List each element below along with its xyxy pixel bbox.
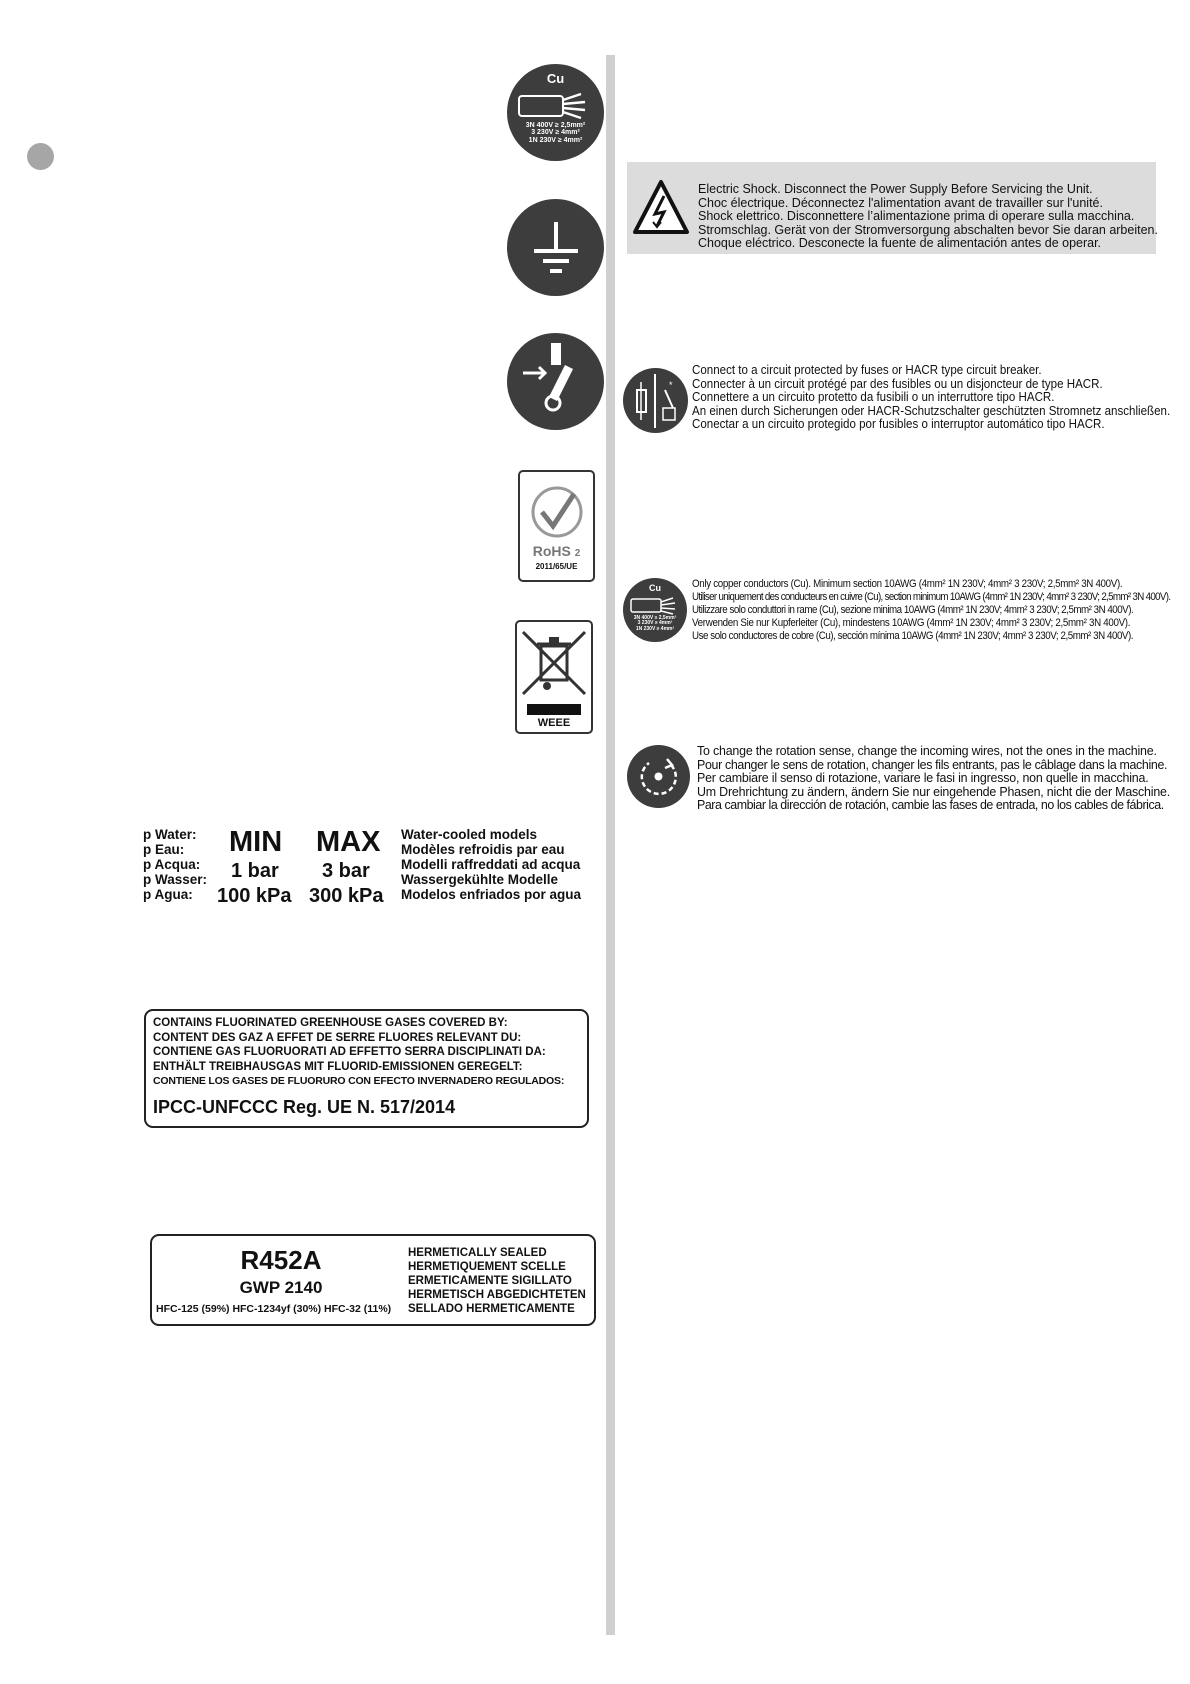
max-bar-value: 3 bar xyxy=(322,860,370,882)
column-divider xyxy=(606,55,615,1635)
fuse-symbol xyxy=(623,368,688,433)
hacr-text: Connect to a circuit protected by fuses or HACR type circuit breaker. Connecter à un circuit protégé par des fusibles ou un disjoncteur de type HACR. Connettere a un circuito protetto da fusibili o un interruttore tipo HACR. An einen durch Sicherungen oder HACR-Schutzschalter geschützten Stromnetz anschließen. Conectar a un circuito protegido por fusibles o interruptor automático tipo HACR. xyxy=(692,363,1171,431)
rohs-version: 2 xyxy=(574,548,581,559)
refrigerant-gwp: GWP 2140 xyxy=(239,1278,323,1297)
section-bullet xyxy=(27,143,54,170)
small-cable-drawing xyxy=(623,578,687,642)
switch-symbol xyxy=(507,333,604,430)
small-cable-spec-lines: 3N 400V ≥ 2,5mm² 3 230V ≥ 4mm² 1N 230V ≥ 4mm² xyxy=(633,615,677,632)
rohs-badge xyxy=(518,470,595,582)
rohs-directive: 2011/65/UE xyxy=(535,562,578,571)
fuse-breaker-icon xyxy=(623,368,688,433)
rohs-check-icon xyxy=(520,480,593,542)
rotation-icon xyxy=(627,745,690,808)
hermetically-sealed-text: HERMETICALLY SEALED HERMETIQUEMENT SCELLE ERMETICAMENTE SIGILLATO HERMETISCH ABGEDICHTETEN SELLADO HERMETICAMENTE xyxy=(408,1247,586,1315)
fluorinated-gas-label xyxy=(144,1009,589,1128)
min-kpa-value: 100 kPa xyxy=(217,885,292,907)
fgas-text: CONTAINS FLUORINATED GREENHOUSE GASES COVERED BY: CONTENT DES GAZ A EFFET DE SERRE FLUORES RELEVANT DU: CONTIENE GAS FLUORUORATI AD EFFETTO SERRA DISCIPLINATI DA: ENTHÄLT TREIBHAUSGAS MIT FLUORID-EMISSIONEN GEREGELT: CONTIENE LOS GASES DE FLUORURO CON EFECTO INVERNADERO REGULADOS: xyxy=(153,1017,565,1087)
copper-cable-small-icon xyxy=(623,578,687,642)
ground-symbol xyxy=(526,218,586,278)
earth-ground-icon xyxy=(507,199,604,296)
weee-bar xyxy=(527,704,581,715)
min-heading: MIN xyxy=(229,826,283,858)
fgas-regulation: IPCC-UNFCCC Reg. UE N. 517/2014 xyxy=(153,1097,456,1117)
water-cooled-models-text: Water-cooled models Modèles refroidis par eau Modelli raffreddati ad acqua Wassergekühlte Modelle Modelos enfriados por agua xyxy=(401,827,582,902)
min-bar-value: 1 bar xyxy=(231,860,279,882)
rotation-arrow-symbol xyxy=(627,745,690,808)
cable-metal-label: Cu xyxy=(546,71,565,86)
weee-badge xyxy=(515,620,593,734)
small-cable-metal-label: Cu xyxy=(649,583,661,593)
crossed-bin-icon xyxy=(517,626,591,706)
copper-conductor-text: Only copper conductors (Cu). Minimum section 10AWG (4mm² 1N 230V; 4mm² 3 230V; 2,5mm² 3N 400V). Utiliser uniquement des conducteurs en cuivre (Cu), section minimum 10AWG (4mm² 1N 230V; 4mm² 3 230V; 2,5mm² 3N 400V). Utilizzare solo conduttori in rame (Cu), sezione minima 10AWG (4mm² 1N 230V; 4mm² 3 230V; 2,5mm² 3N 400V). Verwenden Sie nur Kupferleiter (Cu), mindestens 10AWG (4mm² 1N 230V; 4mm² 3 230V; 2,5mm² 3N 400V). Use solo conductores de cobre (Cu), sección mínima 10AWG (4mm² 1N 230V; 4mm² 3 230V; 2,5mm² 3N 400V). xyxy=(692,578,1171,642)
cable-spec-lines: 3N 400V ≥ 2,5mm² 3 230V ≥ 4mm² 1N 230V ≥ 4mm² xyxy=(525,122,586,144)
refrigerant-composition: HFC-125 (59%) HFC-1234yf (30%) HFC-32 (11%) xyxy=(156,1303,392,1315)
rohs-name: RoHS xyxy=(532,543,571,559)
refrigerant-label xyxy=(150,1234,596,1326)
rotation-text: To change the rotation sense, change the incoming wires, not the ones in the machine. Pour changer le sens de rotation, changer les fils entrants, pas le câblage dans la machine. Per cambiare il senso di rotazione, variare le fasi in ingresso, non quelle in macchina. Um Drehrichtung zu ändern, ändern Sie nur eingehende Phasen, nicht die der Maschine. Para cambiar la dirección de rotación, cambie las fases de entrada, no los cables de fábrica. xyxy=(697,744,1171,812)
max-kpa-value: 300 kPa xyxy=(309,885,384,907)
electric-hazard-icon xyxy=(631,178,691,236)
disconnect-switch-icon xyxy=(507,333,604,430)
cable-drawing xyxy=(507,64,604,161)
refrigerant-name: R452A xyxy=(240,1245,322,1275)
electric-shock-text: Electric Shock. Disconnect the Power Supply Before Servicing the Unit. Choc électrique. Déconnectez l'alimentation avant de travailler sur l'unité. Shock elettrico. Disconnettere l’alimentazione prima di operare sulla macchina. Stromschlag. Gerät von der Stromversorgung abschalten bevor Sie daran arbeiten. Choque eléctrico. Desconecte la fuente de alimentación antes de operar. xyxy=(698,182,1158,250)
svg-text:*: * xyxy=(669,380,673,390)
water-pressure-labels: p Water: p Eau: p Acqua: p Wasser: p Agua: xyxy=(143,827,208,902)
max-heading: MAX xyxy=(316,826,381,858)
copper-cable-icon xyxy=(507,64,604,161)
weee-label: WEEE xyxy=(537,717,571,729)
